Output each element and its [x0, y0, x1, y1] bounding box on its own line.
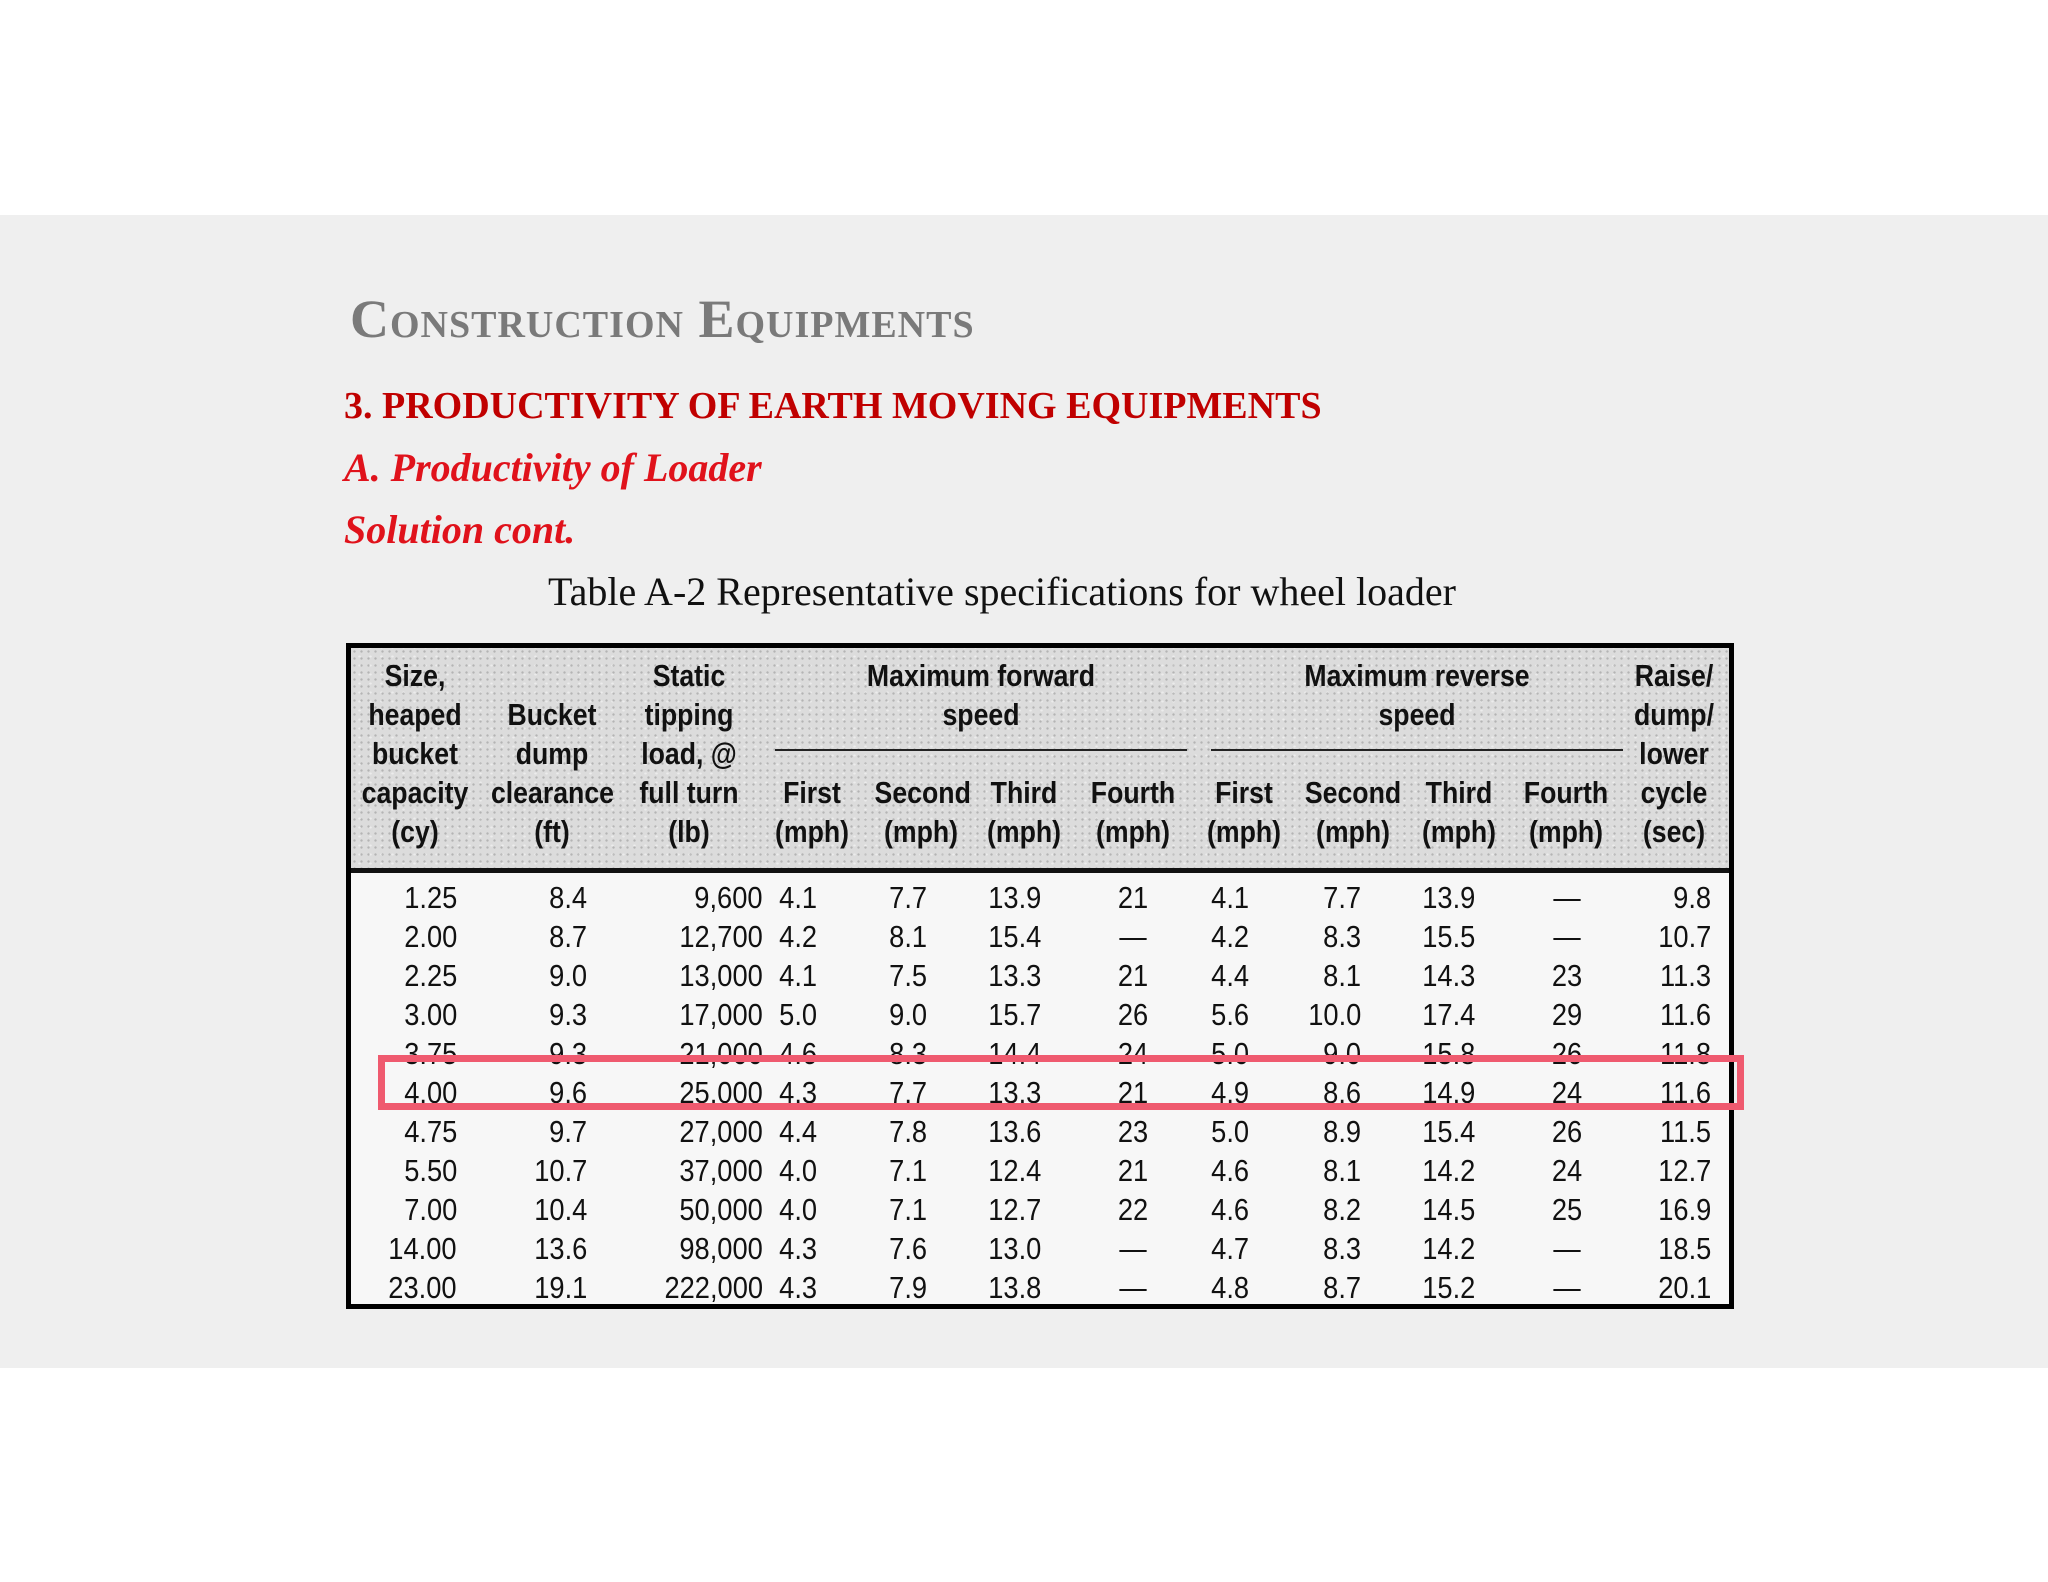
table-row [351, 995, 1729, 1034]
cell-size: 5.50 [403, 1153, 457, 1188]
cell-forward-fourth: — [1119, 919, 1147, 954]
header-group-forward: Maximum forward speed [866, 658, 1096, 732]
cell-forward-third: 13.8 [987, 1270, 1041, 1305]
cell-cycle-time: 10.7 [1657, 919, 1711, 954]
cell-reverse-third: 14.3 [1421, 958, 1475, 993]
table-row [351, 1151, 1729, 1190]
cell-reverse-first: 4.1 [1211, 880, 1249, 915]
cell-size: 3.00 [403, 997, 457, 1032]
header-forward-first: First (mph) [775, 775, 850, 849]
cell-cycle-time: 9.8 [1673, 880, 1711, 915]
cell-cycle-time: 11.6 [1659, 1075, 1711, 1110]
cell-reverse-first: 4.6 [1211, 1192, 1249, 1227]
cell-forward-third: 13.6 [987, 1114, 1041, 1149]
cell-reverse-fourth: — [1553, 880, 1581, 915]
cell-reverse-fourth: 25 [1551, 1192, 1583, 1227]
cell-reverse-second: 10.0 [1307, 997, 1361, 1032]
cell-forward-first: 4.4 [779, 1114, 817, 1149]
cell-dump-clearance: 9.3 [549, 1036, 587, 1071]
cell-reverse-second: 8.3 [1323, 1231, 1361, 1266]
cell-forward-fourth: 21 [1117, 880, 1149, 915]
cell-tipping-load: 222,000 [664, 1270, 763, 1305]
cell-reverse-third: 14.5 [1421, 1192, 1475, 1227]
cell-tipping-load: 17,000 [679, 997, 763, 1032]
cell-cycle-time: 11.6 [1659, 997, 1711, 1032]
cell-forward-second: 7.1 [889, 1153, 927, 1188]
cell-dump-clearance: 8.4 [549, 880, 587, 915]
header-reverse-third: Third (mph) [1421, 775, 1497, 849]
cell-dump-clearance: 10.7 [533, 1153, 587, 1188]
cell-reverse-fourth: — [1553, 1270, 1581, 1305]
cell-reverse-fourth: 24 [1551, 1153, 1583, 1188]
table-row [351, 956, 1729, 995]
cell-size: 14.00 [388, 1231, 457, 1266]
table-row [351, 1229, 1729, 1268]
cell-reverse-third: 13.9 [1421, 880, 1475, 915]
cell-forward-first: 4.0 [779, 1153, 817, 1188]
table-row [351, 1190, 1729, 1229]
cell-cycle-time: 11.8 [1659, 1036, 1711, 1071]
cell-forward-second: 8.1 [889, 919, 927, 954]
cell-forward-first: 4.2 [779, 919, 817, 954]
cell-forward-first: 4.1 [779, 958, 817, 993]
cell-reverse-third: 14.9 [1421, 1075, 1475, 1110]
cell-size: 2.00 [403, 919, 457, 954]
header-reverse-first: First (mph) [1207, 775, 1282, 849]
table-row [351, 878, 1729, 917]
cell-tipping-load: 9,600 [694, 880, 763, 915]
cell-forward-first: 4.3 [779, 1270, 817, 1305]
cell-size: 4.75 [403, 1114, 457, 1149]
cell-tipping-load: 25,000 [679, 1075, 763, 1110]
cell-reverse-first: 4.4 [1211, 958, 1249, 993]
table-row [351, 1034, 1729, 1073]
cell-tipping-load: 27,000 [679, 1114, 763, 1149]
cell-reverse-first: 4.9 [1211, 1075, 1249, 1110]
cell-tipping-load: 37,000 [679, 1153, 763, 1188]
cell-reverse-fourth: 29 [1551, 997, 1583, 1032]
cell-reverse-third: 15.5 [1421, 919, 1475, 954]
table-row-highlighted [351, 1073, 1729, 1112]
cell-reverse-third: 15.4 [1421, 1114, 1475, 1149]
cell-cycle-time: 11.3 [1659, 958, 1711, 993]
cell-reverse-second: 8.6 [1323, 1075, 1361, 1110]
cell-reverse-second: 9.0 [1323, 1036, 1361, 1071]
cell-reverse-first: 5.0 [1211, 1036, 1249, 1071]
cell-forward-fourth: 21 [1117, 1153, 1149, 1188]
cell-forward-third: 13.0 [987, 1231, 1041, 1266]
cell-forward-third: 12.7 [987, 1192, 1041, 1227]
cell-reverse-first: 4.8 [1211, 1270, 1249, 1305]
cell-dump-clearance: 8.7 [549, 919, 587, 954]
cell-dump-clearance: 13.6 [533, 1231, 587, 1266]
table-header [351, 648, 1729, 873]
cell-tipping-load: 12,700 [679, 919, 763, 954]
cell-forward-second: 7.7 [889, 1075, 927, 1110]
cell-reverse-second: 8.1 [1323, 958, 1361, 993]
cell-reverse-fourth: — [1553, 1231, 1581, 1266]
cell-dump-clearance: 10.4 [533, 1192, 587, 1227]
cell-forward-third: 15.4 [987, 919, 1041, 954]
cell-cycle-time: 20.1 [1657, 1270, 1711, 1305]
cell-tipping-load: 98,000 [679, 1231, 763, 1266]
cell-size: 4.00 [403, 1075, 457, 1110]
cell-forward-second: 7.7 [889, 880, 927, 915]
header-reverse-fourth: Fourth (mph) [1523, 775, 1609, 849]
cell-reverse-third: 17.4 [1421, 997, 1475, 1032]
cell-reverse-third: 15.8 [1421, 1036, 1475, 1071]
cell-dump-clearance: 9.7 [549, 1114, 587, 1149]
cell-reverse-second: 7.7 [1323, 880, 1361, 915]
cell-reverse-first: 5.0 [1211, 1114, 1249, 1149]
header-cycle-time: Raise/ dump/ lower cycle (sec) [1634, 658, 1714, 849]
cell-forward-second: 7.8 [889, 1114, 927, 1149]
cell-reverse-fourth: 26 [1551, 1114, 1583, 1149]
cell-forward-fourth: 21 [1117, 958, 1149, 993]
cell-size: 3.75 [403, 1036, 457, 1071]
section-heading: 3. PRODUCTIVITY OF EARTH MOVING EQUIPMENTS [344, 385, 1322, 427]
cell-reverse-third: 14.2 [1421, 1231, 1475, 1266]
cell-reverse-second: 8.3 [1323, 919, 1361, 954]
table-row [351, 917, 1729, 956]
reverse-group-rule [1211, 749, 1623, 751]
cell-forward-second: 8.3 [889, 1036, 927, 1071]
cell-forward-fourth: 24 [1117, 1036, 1149, 1071]
subsection-heading: A. Productivity of Loader [344, 445, 762, 490]
cell-forward-first: 4.3 [779, 1075, 817, 1110]
wheel-loader-spec-table [346, 643, 1734, 1309]
cell-forward-first: 4.1 [779, 880, 817, 915]
cell-reverse-second: 8.9 [1323, 1114, 1361, 1149]
cell-cycle-time: 18.5 [1657, 1231, 1711, 1266]
header-size: Size, heaped bucket capacity (cy) [361, 658, 469, 849]
cell-dump-clearance: 9.3 [549, 997, 587, 1032]
header-forward-third: Third (mph) [986, 775, 1062, 849]
table-row [351, 1268, 1729, 1307]
cell-forward-third: 12.4 [987, 1153, 1041, 1188]
cell-reverse-third: 14.2 [1421, 1153, 1475, 1188]
cell-forward-third: 13.3 [987, 1075, 1041, 1110]
cell-reverse-second: 8.7 [1323, 1270, 1361, 1305]
cell-forward-second: 7.1 [889, 1192, 927, 1227]
cell-forward-second: 7.9 [889, 1270, 927, 1305]
header-reverse-second: Second (mph) [1304, 775, 1402, 849]
cell-tipping-load: 50,000 [679, 1192, 763, 1227]
cell-reverse-fourth: — [1553, 919, 1581, 954]
cell-forward-fourth: — [1119, 1231, 1147, 1266]
header-forward-second: Second (mph) [874, 775, 971, 849]
cell-dump-clearance: 9.6 [549, 1075, 587, 1110]
header-dump-clearance: Bucket dump clearance (ft) [490, 697, 614, 849]
cell-forward-fourth: 23 [1117, 1114, 1149, 1149]
table-row [351, 1112, 1729, 1151]
cell-forward-third: 13.9 [987, 880, 1041, 915]
header-forward-fourth: Fourth (mph) [1090, 775, 1176, 849]
header-tipping-load: Static tipping load, @ full turn (lb) [639, 658, 739, 849]
table-body [351, 873, 1729, 1309]
cell-forward-second: 7.5 [889, 958, 927, 993]
cell-forward-third: 13.3 [987, 958, 1041, 993]
cell-tipping-load: 13,000 [679, 958, 763, 993]
cell-forward-second: 9.0 [889, 997, 927, 1032]
cell-reverse-first: 4.6 [1211, 1153, 1249, 1188]
cell-reverse-third: 15.2 [1421, 1270, 1475, 1305]
cell-size: 2.25 [403, 958, 457, 993]
cell-reverse-fourth: 26 [1551, 1036, 1583, 1071]
cell-forward-first: 4.0 [779, 1192, 817, 1227]
cell-forward-first: 4.3 [779, 1231, 817, 1266]
cell-reverse-fourth: 24 [1551, 1075, 1583, 1110]
cell-dump-clearance: 19.1 [533, 1270, 587, 1305]
cell-forward-fourth: 22 [1117, 1192, 1149, 1227]
table-caption: Table A-2 Representative specifications for wheel loader [548, 569, 1456, 614]
cell-forward-third: 15.7 [987, 997, 1041, 1032]
cell-forward-fourth: 26 [1117, 997, 1149, 1032]
cell-reverse-first: 5.6 [1211, 997, 1249, 1032]
cell-forward-third: 14.4 [987, 1036, 1041, 1071]
cell-reverse-first: 4.2 [1211, 919, 1249, 954]
cell-forward-second: 7.6 [889, 1231, 927, 1266]
cell-cycle-time: 16.9 [1657, 1192, 1711, 1227]
header-group-reverse: Maximum reverse speed [1304, 658, 1530, 732]
cell-tipping-load: 21,000 [679, 1036, 763, 1071]
cell-forward-fourth: 21 [1117, 1075, 1149, 1110]
cell-cycle-time: 11.5 [1659, 1114, 1711, 1149]
cell-dump-clearance: 9.0 [549, 958, 587, 993]
cell-reverse-second: 8.1 [1323, 1153, 1361, 1188]
slide-title: Construction Equipments [350, 289, 975, 349]
cell-forward-first: 5.0 [779, 997, 817, 1032]
cell-size: 1.25 [403, 880, 457, 915]
cell-cycle-time: 12.7 [1657, 1153, 1711, 1188]
cell-reverse-fourth: 23 [1551, 958, 1583, 993]
cell-reverse-second: 8.2 [1323, 1192, 1361, 1227]
cell-forward-first: 4.6 [779, 1036, 817, 1071]
cell-reverse-first: 4.7 [1211, 1231, 1249, 1266]
cell-size: 23.00 [388, 1270, 457, 1305]
cell-size: 7.00 [403, 1192, 457, 1227]
cell-forward-fourth: — [1119, 1270, 1147, 1305]
solution-heading: Solution cont. [344, 507, 576, 552]
forward-group-rule [775, 749, 1187, 751]
